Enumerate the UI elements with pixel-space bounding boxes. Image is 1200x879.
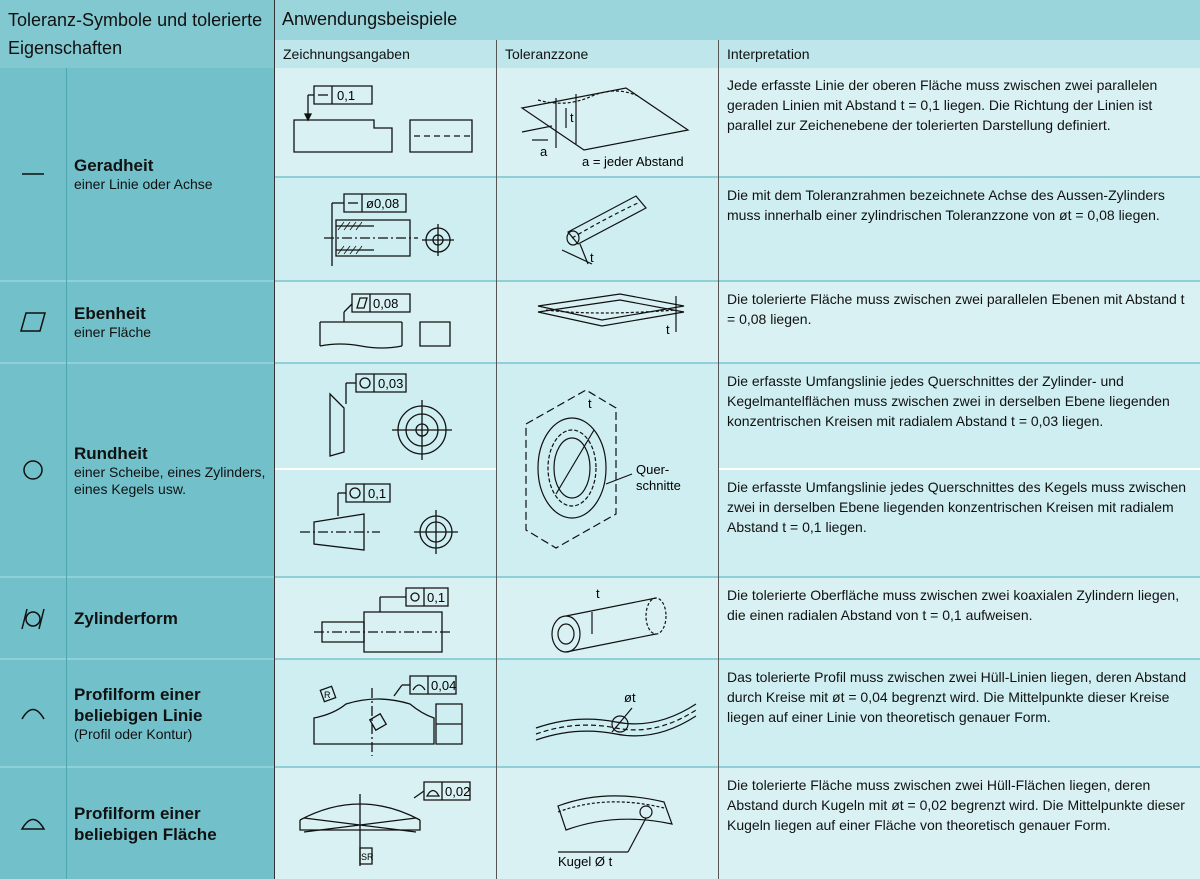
name-cell-flatness — [66, 282, 274, 362]
zone-label-2: schnitte — [636, 478, 681, 493]
header-examples-title: Anwendungsbeispiele — [282, 9, 458, 29]
zone-zylinderform — [496, 578, 718, 658]
row-name: Zylinderform — [74, 608, 178, 628]
interp-flaechenprofil: Die tolerierte Fläche muss zwischen zwei Hüll-Flächen liegen, deren Abstand durch Kugeln mit øt = 0,02 begrenzt wird. Die Mittelpunkte dieser Kugeln liegen auf einer Fläche von theoretisch genauer Form. — [727, 777, 1185, 833]
col-header-drawing: Zeichnungsangaben — [274, 40, 496, 68]
col-header-zone: Toleranzzone — [496, 40, 718, 68]
interp-geradheit-2: Die mit dem Toleranzrahmen bezeichnete Achse des Aussen-Zylinders muss innerhalb einer zylindrischen Toleranzzone von øt = 0,08 liegen. — [727, 187, 1165, 223]
drawing-flaechenprofil — [274, 768, 496, 879]
zone-geradheit-1 — [496, 68, 718, 176]
drawing-rundheit-1 — [274, 364, 496, 468]
tol-value: 0,08 — [373, 296, 399, 311]
zone-t-label: t — [570, 110, 574, 125]
name-cell-cylindricity — [66, 578, 274, 658]
flatness-icon — [20, 312, 46, 332]
name-cell-roundness — [66, 364, 274, 576]
zone-ebenheit — [496, 282, 718, 362]
tol-value: 0,02 — [445, 784, 471, 799]
symbol-cell-roundness — [0, 364, 66, 576]
zone-label-1: Quer- — [636, 462, 670, 477]
header-examples — [274, 0, 1200, 40]
col-header-interpretation: Interpretation — [718, 40, 1200, 68]
r-label: R — [324, 690, 331, 700]
tol-value: 0,1 — [337, 88, 356, 103]
zone-t-label: t — [666, 322, 670, 337]
drawing-zylinderform — [274, 578, 496, 658]
symbol-cell-cylindricity — [0, 578, 66, 658]
tol-value: 0,04 — [431, 678, 457, 693]
zone-caption: Kugel Ø t — [558, 854, 613, 869]
interp-rundheit-1: Die erfasste Umfangslinie jedes Querschnittes der Zylinder- und Kegelmantelflächen muss zwischen zwei in derselben Ebene liegenden konzentrischen Kreisen mit radialem Abstand t = 0,03 liegen. — [727, 373, 1170, 429]
grid-line — [66, 68, 67, 879]
sr-label: SR — [361, 852, 374, 862]
name-cell-surface-profile — [66, 768, 274, 879]
row-name: Profilform einer beliebigen Linie — [74, 684, 203, 725]
zone-t-label: t — [590, 250, 594, 265]
symbol-cell-surface-profile — [0, 768, 66, 879]
tol-value: 0,1 — [427, 590, 446, 605]
interp-rundheit-2: Die erfasste Umfangslinie jedes Querschnittes des Kegels muss zwischen zwei in derselben Ebene liegenden konzentrischen Kreisen mit radialem Abstand t = 0,1 liegen. — [727, 479, 1187, 535]
zone-caption: øt — [624, 690, 636, 705]
row-divider — [718, 468, 1200, 470]
row-sub: (Profil oder Kontur) — [74, 725, 193, 742]
zone-rundheit — [496, 364, 718, 576]
interp-linienprofil: Das tolerierte Profil muss zwischen zwei Hüll-Linien liegen, deren Abstand durch Kreise mit øt = 0,04 begrenzt wird. Die Mittelpunkte dieser Kreise liegen auf einer Linie von theoretisch genauer Form. — [727, 669, 1187, 725]
roundness-icon — [23, 460, 43, 480]
name-cell-straightness — [66, 68, 274, 280]
zone-a-label: a — [540, 144, 548, 159]
interp-zylinderform: Die tolerierte Oberfläche muss zwischen zwei koaxialen Zylindern liegen, die einen radialen Abstand von t = 0,1 aufweisen. — [727, 587, 1180, 623]
tol-value: 0,1 — [368, 486, 387, 501]
zone-t-label: t — [588, 396, 592, 411]
drawing-geradheit-2 — [274, 178, 496, 280]
row-sub: einer Fläche — [74, 324, 152, 340]
symbol-cell-straightness — [0, 68, 66, 280]
tol-value: 0,03 — [378, 376, 404, 391]
surface-profile-icon — [21, 816, 45, 830]
interp-ebenheit: Die tolerierte Fläche muss zwischen zwei parallelen Ebenen mit Abstand t = 0,08 liegen. — [727, 291, 1185, 327]
grid-line — [718, 40, 719, 879]
zone-geradheit-2 — [496, 178, 718, 280]
zone-linienprofil — [496, 660, 718, 766]
symbol-cell-line-profile — [0, 660, 66, 766]
symbol-cell-flatness — [0, 282, 66, 362]
drawing-rundheit-2 — [274, 470, 496, 576]
interp-geradheit-1: Jede erfasste Linie der oberen Fläche muss zwischen zwei parallelen geraden Linien mit Abstand t = 0,1 liegen. Die Richtung der Linien ist parallel zur Zeichenebene der tolerierten Darstellung definiert. — [727, 77, 1158, 133]
row-sub: einer Linie oder Achse — [74, 176, 213, 192]
tol-value: ø0,08 — [366, 196, 400, 211]
row-name: Ebenheit — [74, 304, 146, 323]
row-name: Geradheit — [74, 156, 154, 175]
drawing-ebenheit — [274, 282, 496, 362]
row-name: Profilform einer beliebigen Fläche — [74, 803, 217, 844]
straightness-icon — [22, 172, 44, 176]
row-sub: einer Scheibe, eines Zylinders, eines Kegels usw. — [74, 463, 266, 497]
name-cell-line-profile — [66, 660, 274, 766]
header-symbols-title: Toleranz-Symbole und tolerierte Eigenschaften — [8, 10, 263, 58]
cylindricity-icon — [20, 608, 46, 630]
zone-t-label: t — [596, 586, 600, 601]
header-symbols — [0, 0, 274, 68]
row-name: Rundheit — [74, 443, 148, 463]
zone-flaechenprofil — [496, 768, 718, 879]
zone-caption: a = jeder Abstand — [582, 154, 684, 169]
drawing-linienprofil — [274, 660, 496, 766]
drawing-geradheit-1 — [274, 68, 496, 176]
line-profile-icon — [21, 706, 45, 720]
